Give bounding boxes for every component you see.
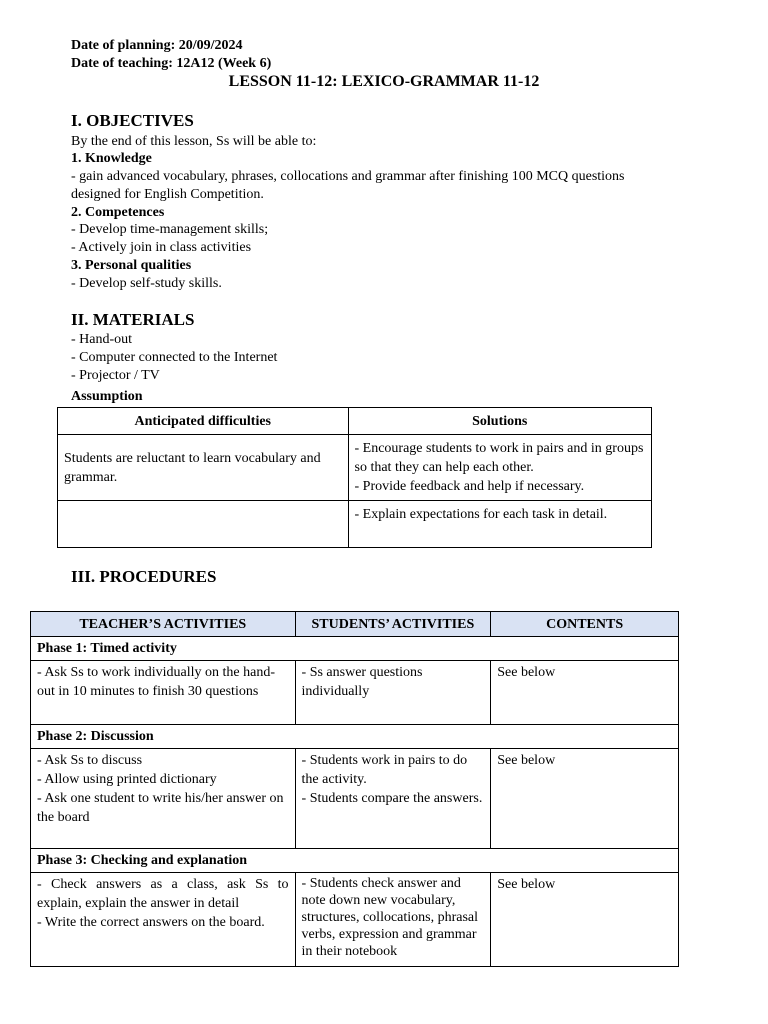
difficulty-cell [58,501,349,548]
knowledge-line-1: - gain advanced vocabulary, phrases, collocations and grammar after finishing 100 MCQ questions [71,169,625,184]
quality-item-1: - Develop self-study skills. [71,276,222,291]
table-row [31,661,679,725]
difficulty-text: Students are reluctant to learn vocabulary and grammar. [64,450,321,485]
table-row [58,435,652,501]
competence-item-2: - Actively join in class activities [71,240,252,255]
phase-title: Phase 3: Checking and explanation [31,849,679,873]
teacher-activity: - Ask Ss to discuss [37,753,143,768]
teacher-activity: - Ask Ss to work individually on the hand-out in 10 minutes to finish 30 questions [37,665,275,699]
teacher-activity-cell [31,661,296,725]
material-item: - Hand-out [71,332,133,347]
solution-cell [348,501,652,548]
student-activity: - Ss answer questions individually [301,665,423,699]
teacher-activity: - Write the correct answers on the board. [37,915,265,930]
date-of-teaching: Date of teaching: 12A12 (Week 6) [71,56,272,71]
procedures-table [30,611,679,967]
column-header: TEACHER’S ACTIVITIES [31,612,296,637]
teacher-activity-cell [31,873,296,967]
knowledge-line-2: designed for English Competition. [71,187,264,202]
knowledge-heading: 1. Knowledge [71,151,152,166]
table-row [31,749,679,849]
teacher-activity: - Allow using printed dictionary [37,772,217,787]
objectives-heading: I. OBJECTIVES [71,111,194,130]
table-header-row [58,408,652,435]
teacher-activity: - Ask one student to write his/her answer on the board [37,791,284,825]
phase-title: Phase 2: Discussion [31,725,679,749]
contents-cell: See below [491,661,679,725]
solution-text: - Encourage students to work in pairs and in groups so that they can help each other. [354,441,644,475]
contents-cell: See below [491,749,679,849]
teacher-activity: - Check answers as a class, ask Ss to explain, explain the answer in detail [37,877,289,911]
column-header: CONTENTS [491,612,679,637]
material-item: - Computer connected to the Internet [71,350,278,365]
solution-text: - Explain expectations for each task in detail. [354,507,608,522]
table-row [58,501,652,548]
column-header: Anticipated difficulties [58,408,349,435]
procedures-heading: III. PROCEDURES [71,567,217,586]
column-header: Solutions [348,408,652,435]
student-activity: - Students work in pairs to do the activity. [301,753,468,787]
student-activity-cell [295,749,491,849]
objectives-intro: By the end of this lesson, Ss will be able to: [71,134,317,149]
competence-item-1: - Develop time-management skills; [71,222,269,237]
assumption-table [57,407,652,548]
contents-cell: See below [491,873,679,967]
student-activity-cell [295,873,491,967]
teacher-activity-cell [31,749,296,849]
competences-heading: 2. Competences [71,205,165,220]
qualities-heading: 3. Personal qualities [71,258,192,273]
student-activity: - Students compare the answers. [301,791,483,806]
solution-cell [348,435,652,501]
material-item: - Projector / TV [71,368,160,383]
phase-row [31,637,679,661]
materials-heading: II. MATERIALS [71,310,195,329]
phase-row [31,725,679,749]
solution-text: - Provide feedback and help if necessary. [354,479,585,494]
table-row [31,873,679,967]
student-activity: - Students check answer and note down new vocabulary, structures, collocations, phrasal verbs, expression and grammar in their notebook [301,876,479,959]
difficulty-cell [58,435,349,501]
phase-row [31,849,679,873]
phase-title: Phase 1: Timed activity [31,637,679,661]
student-activity-cell [295,661,491,725]
lesson-title: LESSON 11-12: LEXICO-GRAMMAR 11-12 [228,73,540,90]
assumption-heading: Assumption [71,389,143,404]
column-header: STUDENTS’ ACTIVITIES [295,612,491,637]
date-of-planning: Date of planning: 20/09/2024 [71,38,243,53]
table-header-row [31,612,679,637]
